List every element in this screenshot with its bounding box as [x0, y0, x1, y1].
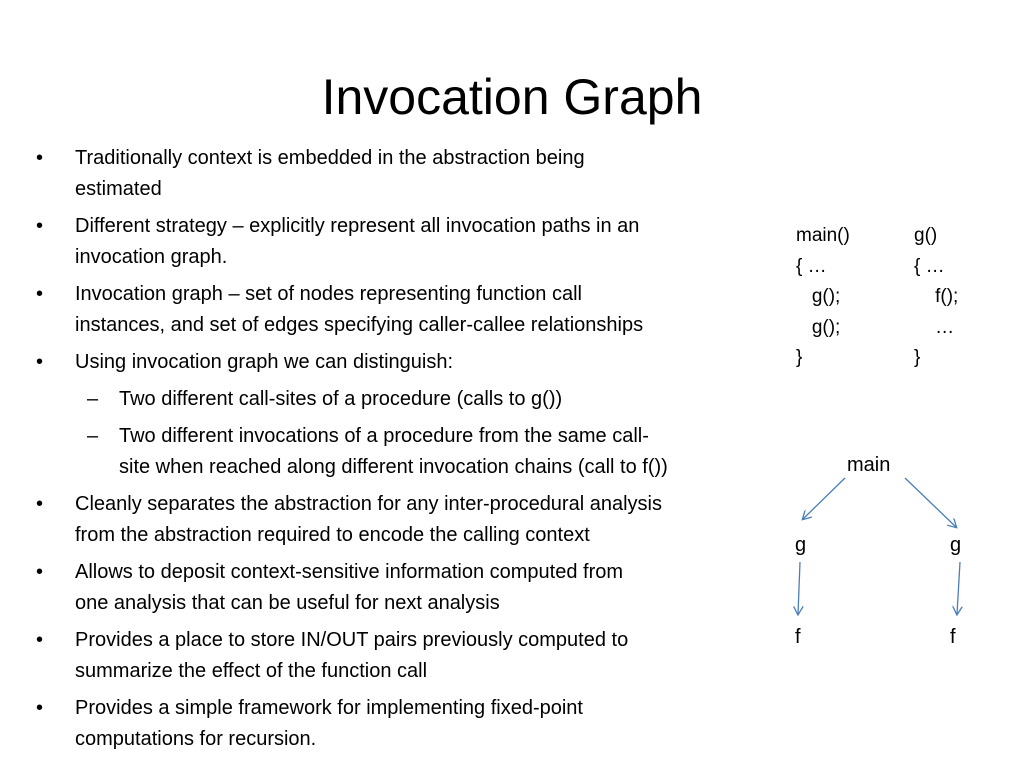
bullet-line: summarize the effect of the function call: [75, 660, 428, 682]
bullet-dot: •: [36, 147, 44, 169]
bullet-dot: •: [36, 629, 44, 651]
code-line: main(): [796, 225, 850, 246]
slide-title: Invocation Graph: [321, 69, 703, 125]
bullet-line: Traditionally context is embedded in the abstraction being: [75, 147, 585, 169]
bullet-line: computations for recursion.: [75, 728, 317, 750]
bullet-line: Provides a place to store IN/OUT pairs previously computed to: [75, 629, 629, 651]
code-line: g();: [796, 286, 841, 307]
code-line: f();: [914, 286, 959, 307]
bullet-dot: •: [36, 561, 44, 583]
bullet-dot: •: [36, 697, 44, 719]
edge-g-left-to-f-left: [798, 562, 800, 614]
bullet-line: one analysis that can be useful for next analysis: [75, 592, 500, 614]
bullet-dash: –: [87, 425, 99, 447]
bullet-line: instances, and set of edges specifying caller-callee relationships: [75, 314, 644, 336]
graph-node-f-right: f: [950, 626, 956, 648]
graph-node-g-right: g: [950, 534, 962, 556]
edge-g-right-to-f-right: [957, 562, 960, 614]
bullet-line: site when reached along different invocation chains (call to f()): [119, 456, 668, 478]
code-line: …: [914, 316, 955, 338]
bullet-line: Two different invocations of a procedure from the same call-: [119, 425, 649, 447]
bullet-line: invocation graph.: [75, 246, 228, 268]
bullet-dot: •: [36, 493, 44, 515]
bullet-line: Two different call-sites of a procedure (calls to g()): [119, 388, 563, 410]
bullet-line: Different strategy – explicitly represent all invocation paths in an: [75, 215, 640, 237]
bullet-dot: •: [36, 215, 44, 237]
code-line: }: [796, 347, 803, 368]
code-line: g();: [796, 316, 841, 338]
bullet-line: from the abstraction required to encode the calling context: [75, 524, 590, 546]
bullet-line: estimated: [75, 178, 162, 200]
bullet-line: Cleanly separates the abstraction for any inter-procedural analysis: [75, 493, 662, 515]
code-line: g(): [914, 225, 938, 246]
graph-node-g-left: g: [795, 534, 807, 556]
bullet-dot: •: [36, 283, 44, 305]
bullet-line: Invocation graph – set of nodes representing function call: [75, 283, 582, 305]
edge-main-to-g-right: [905, 478, 956, 527]
code-line: }: [914, 347, 921, 368]
graph-node-main: main: [847, 454, 891, 476]
bullet-dash: –: [87, 388, 99, 410]
bullet-dot: •: [36, 351, 44, 373]
code-line: { …: [914, 255, 945, 277]
edge-main-to-g-left: [803, 478, 845, 519]
code-line: { …: [796, 255, 827, 277]
bullet-line: Allows to deposit context-sensitive information computed from: [75, 561, 624, 583]
bullet-line: Provides a simple framework for implementing fixed-point: [75, 697, 583, 719]
bullet-line: Using invocation graph we can distinguish:: [75, 351, 453, 373]
graph-node-f-left: f: [795, 626, 801, 648]
